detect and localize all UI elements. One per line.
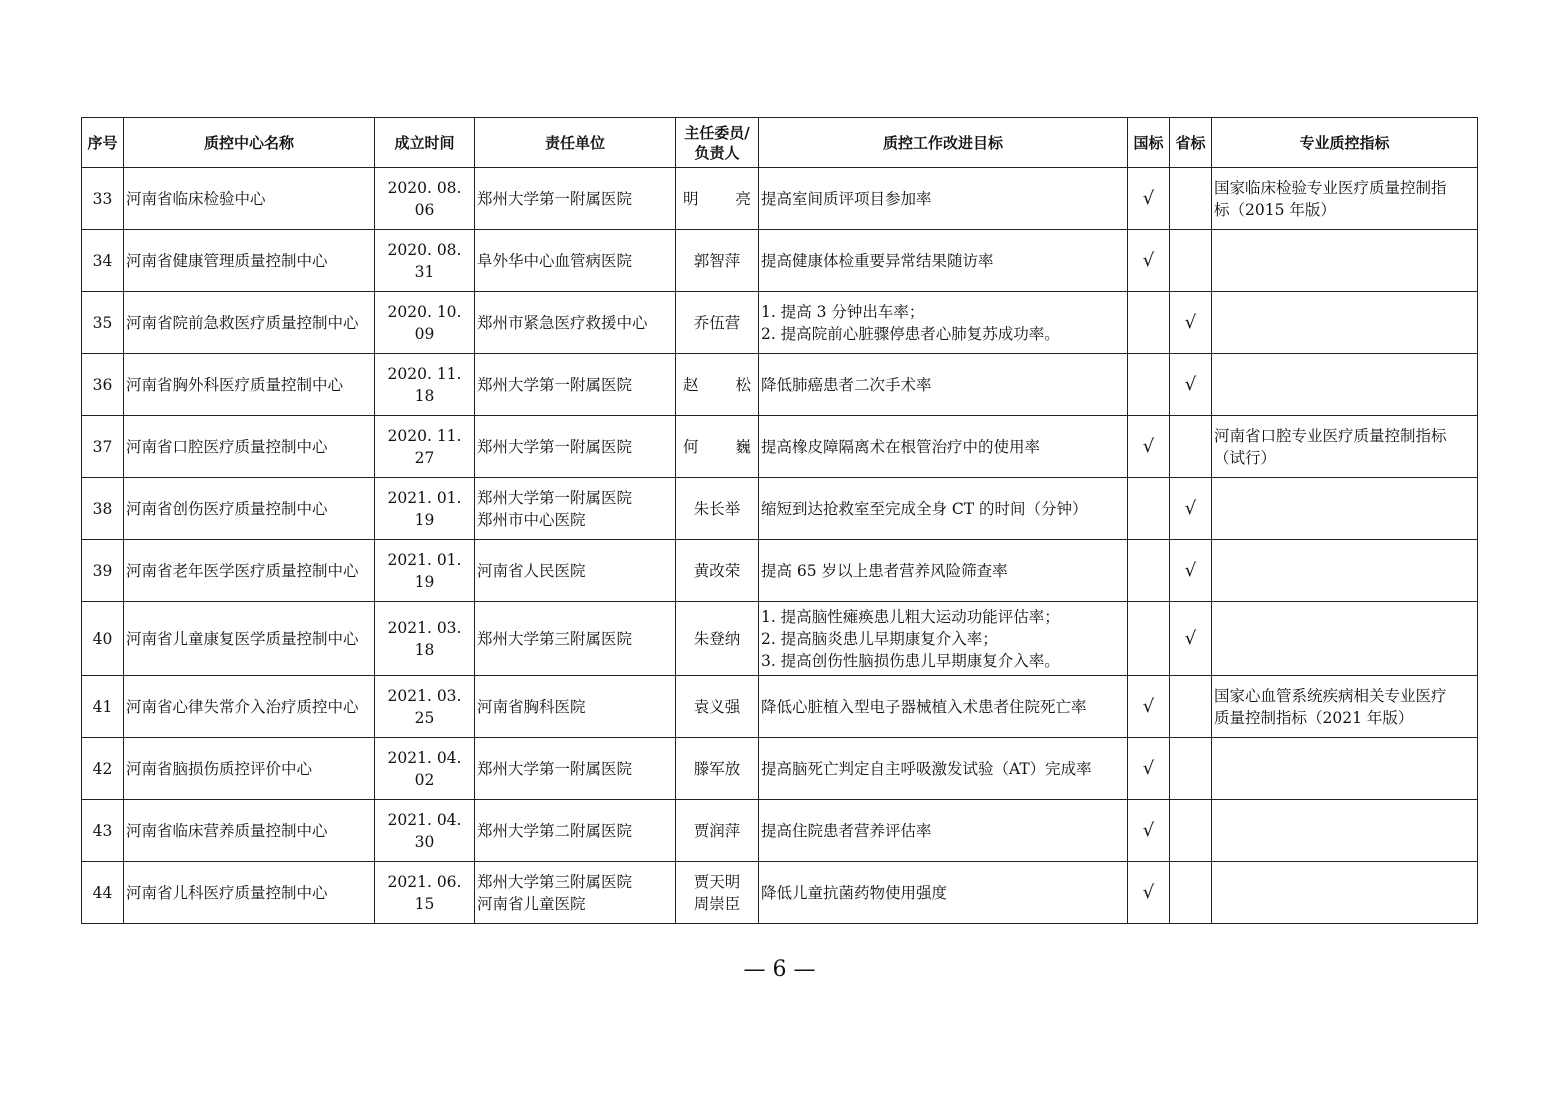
unit-line: 郑州市紧急医疗救援中心 xyxy=(477,313,648,332)
cell-indicator xyxy=(1212,862,1478,924)
cell-director xyxy=(676,478,759,540)
cell-date: 2021. 01. 19 xyxy=(375,478,475,540)
cell-goal xyxy=(759,738,1128,800)
page-number: — 6 — xyxy=(743,957,816,982)
cell-provincial: √ xyxy=(1170,292,1212,354)
cell-indicator xyxy=(1212,354,1478,416)
cell-goal xyxy=(759,292,1128,354)
cell-goal xyxy=(759,602,1128,676)
unit-line: 郑州大学第三附属医院 xyxy=(477,629,633,648)
unit-line: 郑州大学第一附属医院 xyxy=(477,437,633,456)
header-indicator: 专业质控指标 xyxy=(1212,118,1478,168)
cell-provincial: √ xyxy=(1170,602,1212,676)
cell-unit xyxy=(475,292,676,354)
cell-name: 河南省临床营养质量控制中心 xyxy=(124,800,375,862)
unit-line: 河南省儿童医院 xyxy=(477,894,586,913)
goal-line: 2. 提高脑炎患儿早期康复介入率； xyxy=(761,629,998,648)
cell-provincial xyxy=(1170,862,1212,924)
cell-date: 2021. 04. 30 xyxy=(375,800,475,862)
header-director-line1: 主任委员/ xyxy=(684,123,750,142)
cell-goal xyxy=(759,676,1128,738)
cell-date: 2020. 10. 09 xyxy=(375,292,475,354)
unit-line: 郑州大学第一附属医院 xyxy=(477,759,633,778)
cell-unit xyxy=(475,676,676,738)
unit-line: 河南省人民医院 xyxy=(477,561,586,580)
indicator-line: 国家心血管系统疾病相关专业医疗 xyxy=(1214,686,1447,705)
cell-director xyxy=(676,800,759,862)
unit-line: 郑州大学第二附属医院 xyxy=(477,821,633,840)
table-body xyxy=(82,168,1478,924)
director-line: 何 巍 xyxy=(683,437,767,456)
table-row xyxy=(82,478,1478,540)
cell-national: √ xyxy=(1128,800,1170,862)
cell-goal xyxy=(759,800,1128,862)
director-line: 贾润萍 xyxy=(693,821,741,840)
cell-unit xyxy=(475,602,676,676)
cell-indicator xyxy=(1212,168,1478,230)
header-name: 质控中心名称 xyxy=(124,118,375,168)
indicator-line: 质量控制指标（2021 年版） xyxy=(1214,708,1414,727)
cell-seq: 39 xyxy=(82,540,124,602)
cell-national: √ xyxy=(1128,230,1170,292)
goal-line: 提高脑死亡判定自主呼吸激发试验（AT）完成率 xyxy=(761,759,1092,778)
cell-goal xyxy=(759,540,1128,602)
unit-line: 郑州大学第三附属医院 xyxy=(477,872,633,891)
unit-line: 郑州大学第一附属医院 xyxy=(477,189,633,208)
goal-line: 提高健康体检重要异常结果随访率 xyxy=(761,251,994,270)
cell-name: 河南省院前急救医疗质量控制中心 xyxy=(124,292,375,354)
cell-date: 2021. 03. 18 xyxy=(375,602,475,676)
goal-line: 降低心脏植入型电子器械植入术患者住院死亡率 xyxy=(761,697,1087,716)
cell-seq: 42 xyxy=(82,738,124,800)
cell-provincial xyxy=(1170,676,1212,738)
cell-director xyxy=(676,168,767,230)
cell-seq: 44 xyxy=(82,862,124,924)
cell-date: 2020. 08. 06 xyxy=(375,168,475,230)
cell-provincial: √ xyxy=(1170,540,1212,602)
cell-national: √ xyxy=(1128,168,1170,230)
header-goal: 质控工作改进目标 xyxy=(759,118,1128,168)
cell-seq: 33 xyxy=(82,168,124,230)
unit-line: 郑州大学第一附属医院 xyxy=(477,375,633,394)
quality-control-table xyxy=(81,117,1478,924)
cell-unit xyxy=(475,478,676,540)
director-line: 朱长举 xyxy=(693,499,741,518)
cell-indicator xyxy=(1212,292,1478,354)
cell-director xyxy=(676,230,759,292)
cell-unit xyxy=(475,416,676,478)
cell-date: 2020. 08. 31 xyxy=(375,230,475,292)
table-row xyxy=(82,416,1478,478)
goal-line: 降低肺癌患者二次手术率 xyxy=(761,375,932,394)
header-provincial: 省标 xyxy=(1170,118,1212,168)
table-header-row xyxy=(82,118,1478,168)
cell-unit xyxy=(475,230,676,292)
cell-provincial: √ xyxy=(1170,354,1212,416)
goal-line: 提高住院患者营养评估率 xyxy=(761,821,932,840)
cell-name: 河南省创伤医疗质量控制中心 xyxy=(124,478,375,540)
cell-indicator xyxy=(1212,676,1478,738)
cell-indicator xyxy=(1212,478,1478,540)
cell-director xyxy=(676,738,759,800)
cell-indicator xyxy=(1212,800,1478,862)
director-line: 黄改荣 xyxy=(693,561,741,580)
cell-unit xyxy=(475,738,676,800)
cell-date: 2021. 03. 25 xyxy=(375,676,475,738)
goal-line: 提高橡皮障隔离术在根管治疗中的使用率 xyxy=(761,437,1041,456)
cell-seq: 41 xyxy=(82,676,124,738)
director-line: 明 亮 xyxy=(683,189,767,208)
table-row xyxy=(82,738,1478,800)
table-row xyxy=(82,800,1478,862)
cell-indicator xyxy=(1212,540,1478,602)
cell-national xyxy=(1128,478,1170,540)
cell-date: 2020. 11. 27 xyxy=(375,416,475,478)
cell-national xyxy=(1128,540,1170,602)
cell-seq: 34 xyxy=(82,230,124,292)
cell-seq: 38 xyxy=(82,478,124,540)
goal-line: 1. 提高 3 分钟出车率； xyxy=(761,302,925,321)
header-director xyxy=(676,118,759,168)
cell-goal xyxy=(759,168,1128,230)
cell-national xyxy=(1128,292,1170,354)
cell-seq: 37 xyxy=(82,416,124,478)
unit-line: 郑州市中心医院 xyxy=(477,510,586,529)
cell-goal xyxy=(759,416,1128,478)
cell-name: 河南省儿科医疗质量控制中心 xyxy=(124,862,375,924)
cell-seq: 35 xyxy=(82,292,124,354)
director-line: 贾天明 xyxy=(693,872,741,891)
goal-line: 2. 提高院前心脏骤停患者心肺复苏成功率。 xyxy=(761,324,1060,343)
indicator-line: （试行） xyxy=(1214,448,1277,467)
cell-indicator xyxy=(1212,416,1478,478)
cell-director xyxy=(676,540,759,602)
cell-director xyxy=(676,416,767,478)
cell-director xyxy=(676,862,759,924)
table-row xyxy=(82,602,1478,676)
cell-name: 河南省胸外科医疗质量控制中心 xyxy=(124,354,375,416)
indicator-line: 国家临床检验专业医疗质量控制指 xyxy=(1214,178,1447,197)
goal-line: 提高室间质评项目参加率 xyxy=(761,189,932,208)
cell-director xyxy=(676,292,759,354)
table-row xyxy=(82,354,1478,416)
unit-line: 阜外华中心血管病医院 xyxy=(477,251,633,270)
cell-indicator xyxy=(1212,602,1478,676)
cell-unit xyxy=(475,862,676,924)
cell-provincial xyxy=(1170,738,1212,800)
cell-national: √ xyxy=(1128,416,1170,478)
table-row xyxy=(82,292,1478,354)
cell-name: 河南省心律失常介入治疗质控中心 xyxy=(124,676,375,738)
cell-unit xyxy=(475,540,676,602)
cell-seq: 36 xyxy=(82,354,124,416)
cell-date: 2020. 11. 18 xyxy=(375,354,475,416)
cell-date: 2021. 04. 02 xyxy=(375,738,475,800)
table-row xyxy=(82,862,1478,924)
director-line: 郭智萍 xyxy=(693,251,741,270)
cell-provincial xyxy=(1170,230,1212,292)
cell-date: 2021. 06. 15 xyxy=(375,862,475,924)
header-date: 成立时间 xyxy=(375,118,475,168)
cell-name: 河南省儿童康复医学质量控制中心 xyxy=(124,602,375,676)
cell-name: 河南省老年医学医疗质量控制中心 xyxy=(124,540,375,602)
director-line: 袁义强 xyxy=(693,697,741,716)
cell-provincial xyxy=(1170,168,1212,230)
director-line: 朱登纳 xyxy=(693,629,741,648)
goal-line: 降低儿童抗菌药物使用强度 xyxy=(761,883,948,902)
header-unit: 责任单位 xyxy=(475,118,676,168)
indicator-line: 标（2015 年版） xyxy=(1214,200,1336,219)
director-line: 周崇臣 xyxy=(693,894,741,913)
cell-director xyxy=(676,676,759,738)
cell-provincial xyxy=(1170,800,1212,862)
director-line: 赵 松 xyxy=(683,375,767,394)
cell-name: 河南省脑损伤质控评价中心 xyxy=(124,738,375,800)
goal-line: 缩短到达抢救室至完成全身 CT 的时间（分钟） xyxy=(761,499,1088,518)
cell-unit xyxy=(475,354,676,416)
cell-national: √ xyxy=(1128,676,1170,738)
cell-national xyxy=(1128,354,1170,416)
cell-goal xyxy=(759,862,1128,924)
cell-provincial xyxy=(1170,416,1212,478)
table-row xyxy=(82,230,1478,292)
cell-director xyxy=(676,354,767,416)
header-director-line2: 负责人 xyxy=(694,143,740,162)
header-seq: 序号 xyxy=(82,118,124,168)
cell-indicator xyxy=(1212,230,1478,292)
cell-seq: 40 xyxy=(82,602,124,676)
cell-date: 2021. 01. 19 xyxy=(375,540,475,602)
goal-line: 提高 65 岁以上患者营养风险筛查率 xyxy=(761,561,1008,580)
cell-unit xyxy=(475,800,676,862)
goal-line: 1. 提高脑性瘫痪患儿粗大运动功能评估率； xyxy=(761,607,1060,626)
cell-name: 河南省健康管理质量控制中心 xyxy=(124,230,375,292)
unit-line: 河南省胸科医院 xyxy=(477,697,586,716)
director-line: 乔伍营 xyxy=(693,313,741,332)
cell-indicator xyxy=(1212,738,1478,800)
cell-goal xyxy=(759,354,1128,416)
table-row xyxy=(82,676,1478,738)
cell-national: √ xyxy=(1128,862,1170,924)
cell-national xyxy=(1128,602,1170,676)
cell-national: √ xyxy=(1128,738,1170,800)
table-row xyxy=(82,540,1478,602)
director-line: 滕军放 xyxy=(693,759,741,778)
cell-name: 河南省口腔医疗质量控制中心 xyxy=(124,416,375,478)
goal-line: 3. 提高创伤性脑损伤患儿早期康复介入率。 xyxy=(761,651,1060,670)
header-national: 国标 xyxy=(1128,118,1170,168)
unit-line: 郑州大学第一附属医院 xyxy=(477,488,633,507)
table-row xyxy=(82,168,1478,230)
cell-name: 河南省临床检验中心 xyxy=(124,168,375,230)
cell-unit xyxy=(475,168,676,230)
cell-goal xyxy=(759,230,1128,292)
cell-director xyxy=(676,602,759,676)
indicator-line: 河南省口腔专业医疗质量控制指标 xyxy=(1214,426,1447,445)
cell-goal xyxy=(759,478,1128,540)
cell-seq: 43 xyxy=(82,800,124,862)
cell-provincial: √ xyxy=(1170,478,1212,540)
